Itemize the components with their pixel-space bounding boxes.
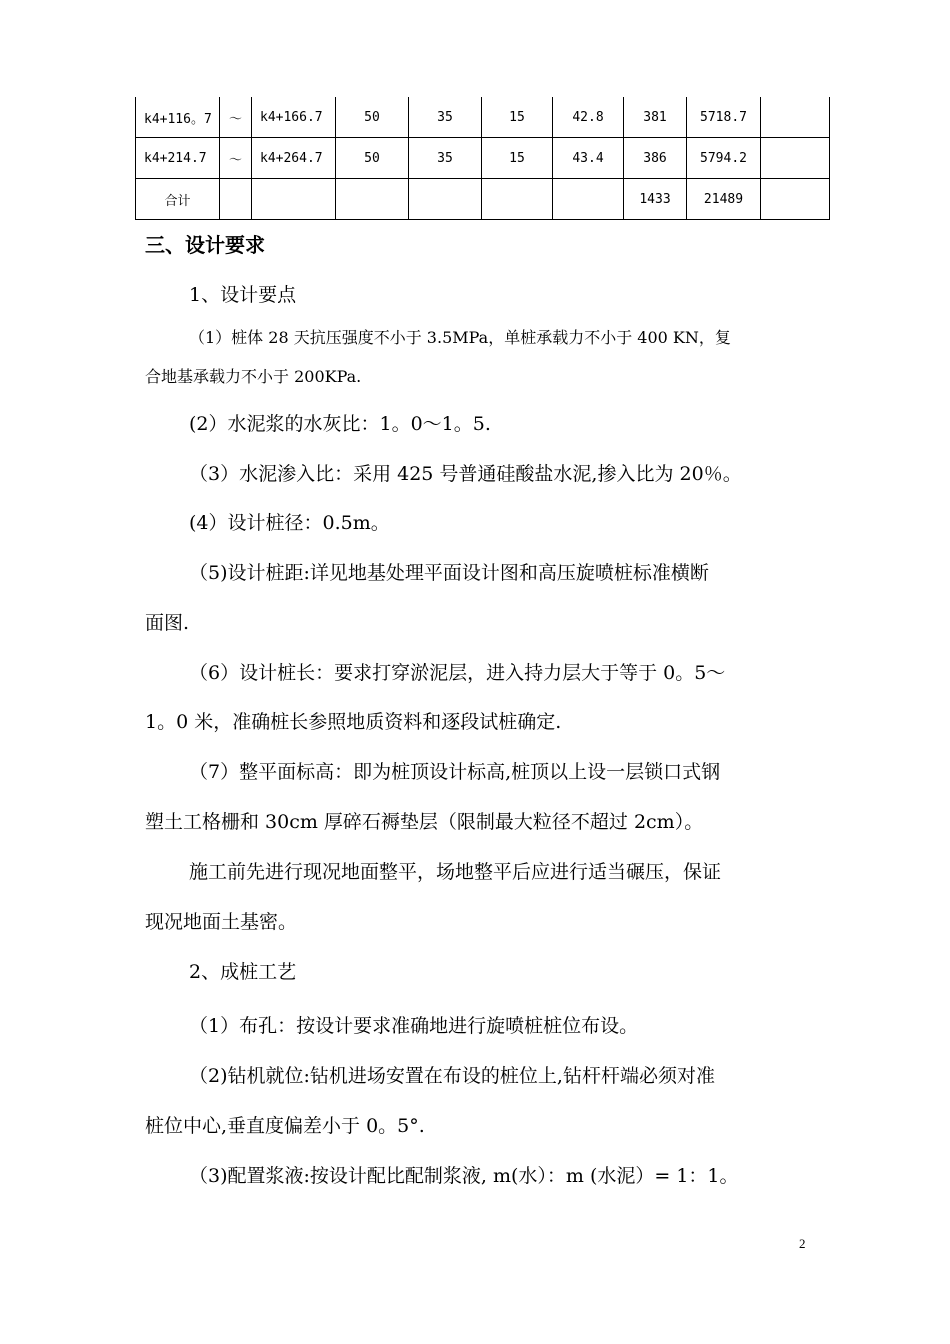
cell-c8: 5794.2	[687, 138, 761, 179]
cell-sep: ～	[220, 97, 252, 138]
paragraph-1-line-1: （1）桩体 28 天抗压强度不小于 3.5MPa，单桩承载力不小于 400 KN，复	[189, 328, 731, 347]
process-step-2-line-1: （2)钻机就位:钻机进场安置在布设的桩位上,钻杆杆端必须对准	[189, 1065, 715, 1087]
cell-to: k4+264.7	[252, 138, 336, 179]
process-step-2-line-2: 桩位中心,垂直度偏差小于 0。5°.	[145, 1115, 425, 1137]
cell-c5: 15	[482, 138, 553, 179]
cell-empty	[336, 179, 409, 220]
paragraph-4: (4）设计桩径：0.5m。	[189, 512, 390, 534]
cell-from: k4+116。7	[136, 97, 220, 138]
paragraph-8-line-1: 施工前先进行现况地面整平，场地整平后应进行适当碾压，保证	[189, 861, 722, 883]
process-step-1: （1）布孔：按设计要求准确地进行旋喷桩桩位布设。	[189, 1015, 639, 1037]
cell-sep: ～	[220, 138, 252, 179]
total-label: 合计	[136, 179, 220, 220]
cell-empty	[409, 179, 482, 220]
total-count: 1433	[624, 179, 687, 220]
cell-c4: 35	[409, 138, 482, 179]
paragraph-3: （3）水泥渗入比：采用 425 号普通硅酸盐水泥,掺入比为 20％。	[189, 463, 742, 485]
paragraph-6-line-2: 1。0 米，准确桩长参照地质资料和逐段试桩确定.	[145, 711, 562, 733]
section-title: 三、设计要求	[145, 233, 265, 257]
cell-c3: 50	[336, 138, 409, 179]
paragraph-8-line-2: 现况地面土基密。	[145, 911, 298, 933]
paragraph-2: (2）水泥浆的水灰比：1。0～1。5.	[189, 413, 491, 435]
cell-c6: 43.4	[553, 138, 624, 179]
table-total-row	[136, 179, 830, 220]
cell-empty	[220, 179, 252, 220]
cell-c7: 381	[624, 97, 687, 138]
subheading-pile-process: 2、成桩工艺	[189, 961, 297, 983]
cell-c3: 50	[336, 97, 409, 138]
paragraph-5-line-1: （5)设计桩距:详见地基处理平面设计图和高压旋喷桩标准横断	[189, 562, 709, 584]
paragraph-7-line-1: （7）整平面标高：即为桩顶设计标高,桩顶以上设一层锁口式钢	[189, 761, 721, 783]
pile-quantity-table	[135, 97, 830, 220]
cell-empty	[482, 179, 553, 220]
cell-to: k4+166.7	[252, 97, 336, 138]
cell-c7: 386	[624, 138, 687, 179]
cell-empty	[553, 179, 624, 220]
cell-c9	[761, 97, 830, 138]
cell-empty	[761, 179, 830, 220]
cell-c4: 35	[409, 97, 482, 138]
table-row	[136, 138, 830, 179]
paragraph-5-line-2: 面图.	[145, 612, 190, 634]
paragraph-6-line-1: （6）设计桩长：要求打穿淤泥层，进入持力层大于等于 0。5～	[189, 662, 726, 684]
total-sum: 21489	[687, 179, 761, 220]
cell-from: k4+214.7	[136, 138, 220, 179]
page-number: 2	[799, 1236, 806, 1251]
table-row	[136, 97, 830, 138]
subheading-design-points: 1、设计要点	[189, 284, 297, 306]
paragraph-7-line-2: 塑土工格栅和 30cm 厚碎石褥垫层（限制最大粒径不超过 2cm）。	[145, 811, 704, 833]
cell-c6: 42.8	[553, 97, 624, 138]
cell-empty	[252, 179, 336, 220]
cell-c9	[761, 138, 830, 179]
process-step-3: （3)配置浆液:按设计配比配制浆液, m(水）：m (水泥）= 1：1。	[189, 1165, 739, 1187]
cell-c8: 5718.7	[687, 97, 761, 138]
paragraph-1-line-2: 合地基承载力不小于 200KPa.	[145, 367, 362, 386]
cell-c5: 15	[482, 97, 553, 138]
